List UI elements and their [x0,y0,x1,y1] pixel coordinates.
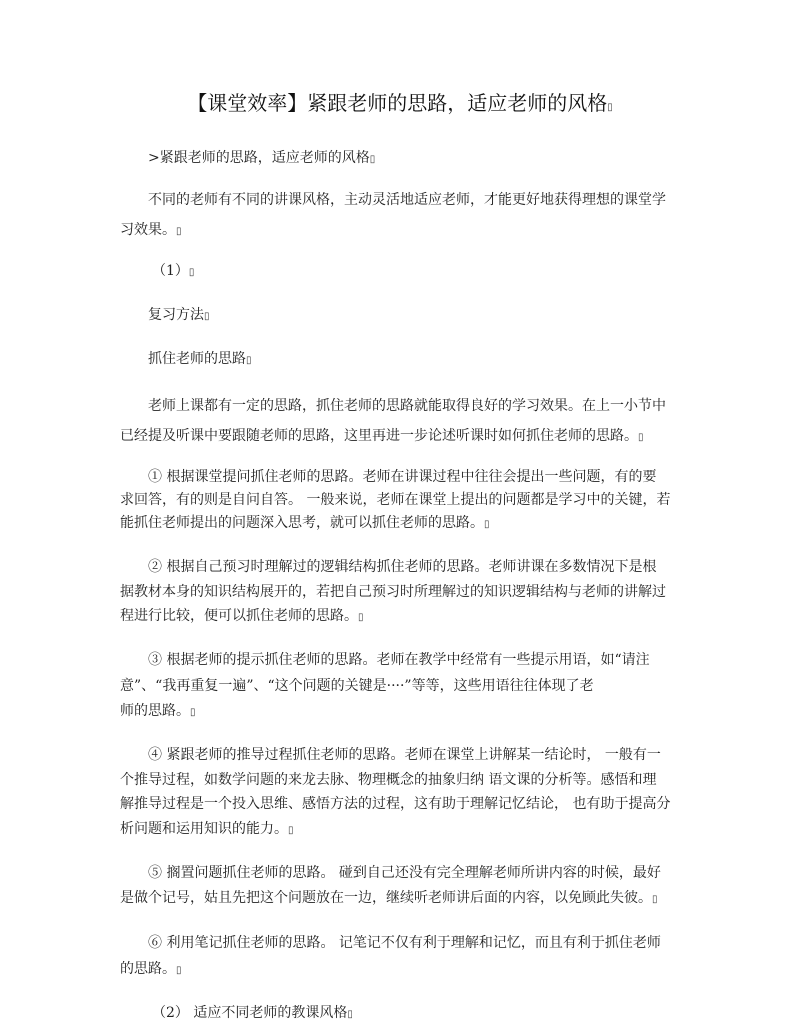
text-line: 习效果。 [120,222,176,238]
text-line: ⑤ 搁置问题抓住老师的思路。 碰到自己还没有完全理解老师所讲内容的时候，最好 [148,865,661,881]
paragraph [120,555,680,631]
text-line: 已经提及听课中要跟随老师的思路，这里再进一步论述听课时如何抓住老师的思路。 [120,428,638,444]
paragraph [120,391,680,453]
paragraph-mark: ▯ [288,824,294,836]
text-line: ③ 根据老师的提示抓住老师的思路。老师在教学中经常有一些提示用语，如“请注 [148,652,650,668]
paragraph-mark: ▯ [176,965,182,976]
text-line: （1） [152,263,189,279]
paragraph [120,303,680,329]
paragraph [120,861,680,912]
paragraph-mark: ▯ [176,226,182,237]
text-line: 不同的老师有不同的讲课风格，主动灵活地适应老师，才能更好地获得理想的课堂学 [148,192,666,208]
text-line: >紧跟老师的思路，适应老师的风格 [148,150,370,166]
text-line: 抓住老师的思路 [148,351,246,367]
paragraph-mark: ▯ [369,154,376,165]
text-line: 求回答，有的则是自问自答。 一般来说，老师在课堂上提出的问题都是学习中的关键，若 [120,492,671,508]
document-title [0,89,800,122]
paragraph-mark: ▯ [484,519,490,530]
paragraph [120,146,680,172]
paragraph [120,743,680,843]
text-line: 解推导过程是一个投入思维、感悟方法的过程，这有助于理解记忆结论， 也有助于提高分 [120,796,671,812]
text-line: 能抓住老师提出的问题深入思考，就可以抓住老师的思路。 [120,515,484,531]
text-line: 老师上课都有一定的思路，抓住老师的思路就能取得良好的学习效果。在上一小节中 [148,398,666,414]
text-line: 的思路。 [120,961,176,977]
paragraph [120,185,680,247]
text-line: 师的思路。 [120,703,190,719]
text-line: 程进行比较，便可以抓住老师的思路。 [120,608,358,624]
paragraph [120,347,680,373]
paragraph [124,1001,684,1027]
paragraph-mark: ▯ [190,707,196,718]
paragraph-mark: ▯ [607,102,613,113]
text-line: 据教材本身的知识结构展开的，若把自己预习时所理解过的知识逻辑结构与老师的讲解过 [120,583,666,600]
text-line: ⑥ 利用笔记抓住老师的思路。 记笔记不仅有利于理解和记忆，而且有利于抓住老师 [148,935,661,951]
paragraph-mark: ▯ [358,612,364,623]
text-line: ④ 紧跟老师的推导过程抓住老师的思路。老师在课堂上讲解某一结论时， 一般有一 [148,747,661,763]
paragraph [120,466,680,536]
paragraph-mark: ▯ [188,267,195,278]
text-line: 是做个记号，姑且先把这个问题放在一边，继续听老师讲后面的内容，以免顾此失彼。 [120,890,652,906]
paragraph-mark: ▯ [347,1009,353,1020]
paragraph-mark: ▯ [246,355,252,366]
text-line: ① 根据课堂提问抓住老师的思路。老师在讲课过程中往往会提出一些问题，有的要 [148,469,657,485]
text-line: 个推导过程，如数学问题的来龙去脉、物理概念的抽象归纳 语文课的分析等。感悟和理 [120,771,657,788]
paragraph [120,930,680,984]
paragraph-mark: ▯ [638,432,644,443]
text-line: 复习方法 [148,307,204,323]
text-line: 意”、“我再重复一遍”、“这个问题的关键是····”等等，这些用语往往体现了老 [120,677,594,694]
paragraph [124,259,684,285]
text-line: 析问题和运用知识的能力。 [120,820,288,837]
text-line: ② 根据自己预习时理解过的逻辑结构抓住老师的思路。老师讲课在多数情况下是根 [148,559,657,575]
paragraph [120,648,680,726]
text-line: （2） 适应不同老师的教课风格 [152,1005,348,1021]
title-text: 【课堂效率】紧跟老师的思路，适应老师的风格 [187,91,608,115]
paragraph-mark: ▯ [652,894,658,905]
paragraph-mark: ▯ [204,311,210,322]
